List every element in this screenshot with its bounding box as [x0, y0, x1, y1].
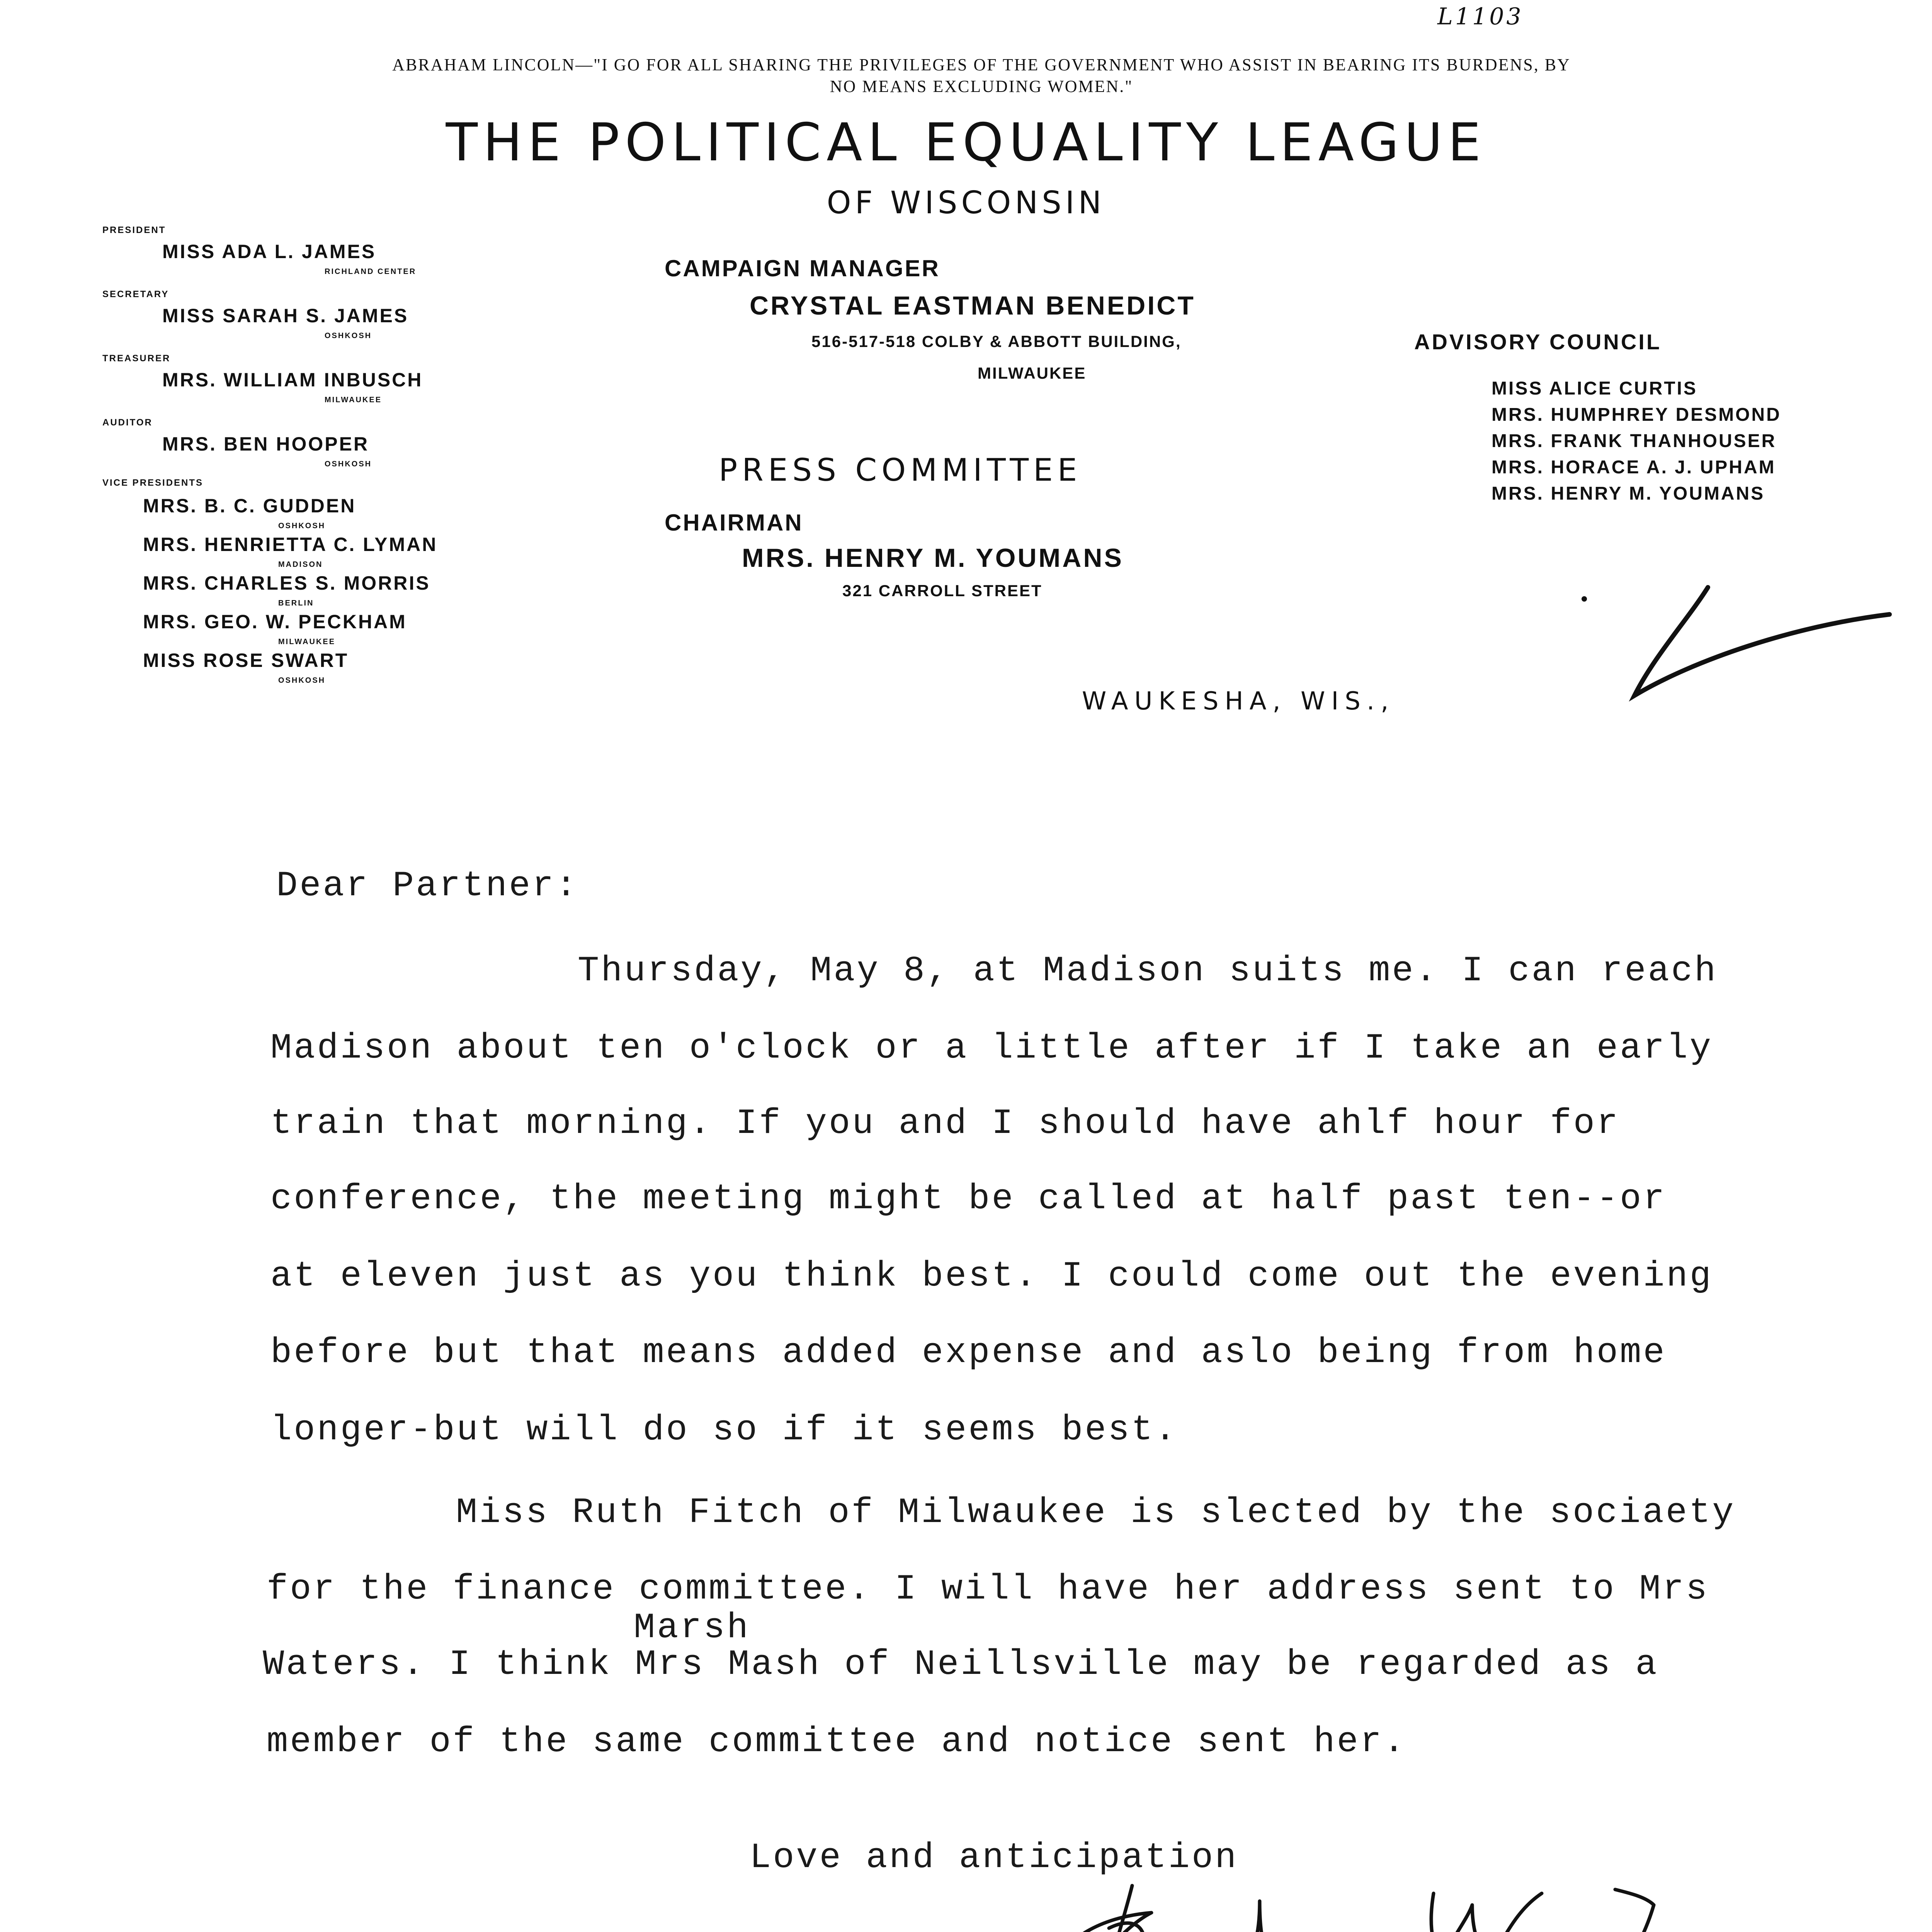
body-line: Thursday, May 8, at Madison suits me. I can reach — [578, 951, 1718, 991]
dateline-city: WAUKESHA, WIS., — [1082, 687, 1395, 716]
officer-name: MISS ADA L. JAMES — [162, 241, 376, 262]
advisory-member: MRS. HUMPHREY DESMOND — [1492, 405, 1781, 425]
officer-role: AUDITOR — [102, 417, 153, 428]
body-line: conference, the meeting might be called at half past ten--or — [270, 1179, 1667, 1219]
officer-town: RICHLAND CENTER — [325, 267, 417, 276]
archive-mark: L1103 — [1437, 3, 1524, 30]
body-line: Miss Ruth Fitch of Milwaukee is slected by the sociaety — [456, 1492, 1736, 1533]
chairman-label: CHAIRMAN — [665, 510, 803, 536]
body-line: Madison about ten o'clock or a little after if I take an early — [270, 1028, 1713, 1068]
vice-president-town: OSHKOSH — [278, 676, 326, 685]
vice-president-name: MRS. HENRIETTA C. LYMAN — [143, 534, 438, 555]
officer-town: OSHKOSH — [325, 460, 372, 468]
vice-president-name: MRS. CHARLES S. MORRIS — [143, 572, 430, 594]
vice-president-name: MRS. B. C. GUDDEN — [143, 495, 356, 517]
advisory-member: MRS. HORACE A. J. UPHAM — [1492, 457, 1776, 478]
salutation: Dear Partner: — [276, 866, 579, 906]
campaign-manager-name: CRYSTAL EASTMAN BENEDICT — [750, 291, 1196, 320]
body-line: train that morning. If you and I should have ahlf hour for — [270, 1103, 1620, 1144]
advisory-member: MRS. HENRY M. YOUMANS — [1492, 483, 1765, 504]
officer-role: PRESIDENT — [102, 225, 166, 235]
vice-president-town: OSHKOSH — [278, 522, 326, 530]
closing: Love and anticipation — [750, 1837, 1238, 1878]
vice-president-town: MADISON — [278, 560, 323, 569]
signature — [1043, 1870, 1874, 1932]
letterhead-title: THE POLITICAL EQUALITY LEAGUE — [446, 112, 1486, 173]
advisory-member: MISS ALICE CURTIS — [1492, 378, 1697, 399]
body-line: for the finance committee. I will have her address sent to Mrs — [267, 1569, 1709, 1609]
body-line: at eleven just as you think best. I could come out the evening — [270, 1256, 1713, 1296]
chairman-name: MRS. HENRY M. YOUMANS — [742, 543, 1124, 573]
quote-line-1: ABRAHAM LINCOLN—"I GO FOR ALL SHARING THE PRIVILEGES OF THE GOVERNMENT WHO ASSIST IN BEARING ITS BURDENS, BY — [392, 55, 1571, 74]
body-line: longer-but will do so if it seems best. — [270, 1410, 1178, 1450]
vice-president-name: MRS. GEO. W. PECKHAM — [143, 611, 407, 633]
body-line: before but that means added expense and aslo being from home — [270, 1332, 1667, 1373]
officer-role: TREASURER — [102, 353, 171, 364]
advisory-council-heading: ADVISORY COUNCIL — [1414, 330, 1662, 354]
campaign-manager-label: CAMPAIGN MANAGER — [665, 255, 940, 281]
campaign-city: MILWAUKEE — [978, 364, 1087, 382]
body-line: Waters. I think Mrs Mash of Neillsville may be regarded as a — [263, 1644, 1659, 1685]
insertion-text: Marsh — [634, 1607, 750, 1648]
press-committee-heading: PRESS COMMITTEE — [719, 452, 1082, 488]
vice-president-town: MILWAUKEE — [278, 638, 336, 646]
officer-town: OSHKOSH — [325, 332, 372, 340]
vice-president-town: BERLIN — [278, 599, 314, 607]
vice-presidents-label: VICE PRESIDENTS — [102, 478, 204, 488]
vice-president-name: MISS ROSE SWART — [143, 650, 349, 671]
letterhead-subtitle: OF WISCONSIN — [827, 185, 1105, 221]
chairman-address: 321 CARROLL STREET — [842, 582, 1043, 600]
advisory-member: MRS. FRANK THANHOUSER — [1492, 431, 1777, 451]
quote-line-2: NO MEANS EXCLUDING WOMEN." — [830, 77, 1133, 96]
officer-town: MILWAUKEE — [325, 396, 382, 404]
officer-name: MRS. BEN HOOPER — [162, 433, 369, 455]
body-line: member of the same committee and notice sent her. — [267, 1721, 1407, 1762]
campaign-address: 516-517-518 COLBY & ABBOTT BUILDING, — [811, 332, 1182, 350]
officer-name: MRS. WILLIAM INBUSCH — [162, 369, 423, 391]
handwritten-check-mark — [1577, 572, 1893, 711]
officer-name: MISS SARAH S. JAMES — [162, 305, 409, 327]
lincoln-quote — [112, 54, 1851, 97]
officer-role: SECRETARY — [102, 289, 169, 299]
